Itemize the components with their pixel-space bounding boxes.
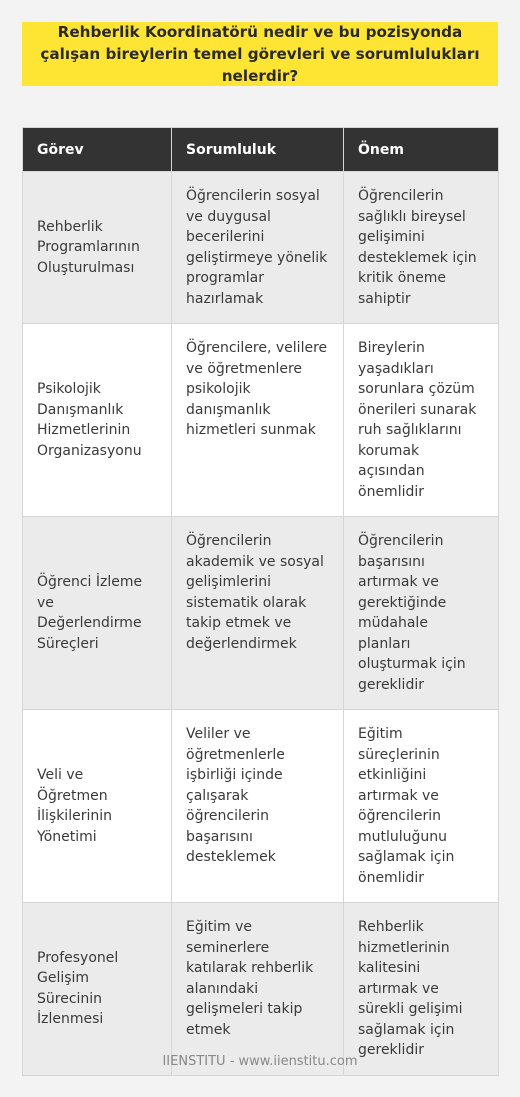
duties-table [22, 127, 499, 1076]
task-cell: Psikolojik Danışmanlık Hizmetlerinin Organizasyonu [23, 324, 172, 517]
importance-cell: Öğrencilerin sağlıklı bireysel gelişimini desteklemek için kritik öneme sahiptir [344, 172, 499, 324]
title-banner [22, 22, 498, 86]
responsibility-cell: Öğrencilerin sosyal ve duygusal becerilerini geliştirmeye yönelik programlar hazırlamak [172, 172, 344, 324]
importance-cell: Eğitim süreçlerinin etkinliğini artırmak ve öğrencilerin mutluluğunu sağlamak için önemlidir [344, 710, 499, 903]
header-onem: Önem [344, 128, 499, 172]
table-row [23, 324, 499, 517]
task-cell: Öğrenci İzleme ve Değerlendirme Süreçleri [23, 517, 172, 710]
importance-cell: Rehberlik hizmetlerinin kalitesini artırmak ve sürekli gelişimi sağlamak için gereklidir [344, 903, 499, 1076]
importance-cell: Öğrencilerin başarısını artırmak ve gerektiğinde müdahale planları oluşturmak için gereklidir [344, 517, 499, 710]
header-gorev: Görev [23, 128, 172, 172]
table-header-row [23, 128, 499, 172]
table-row [23, 710, 499, 903]
responsibility-cell: Veliler ve öğretmenlerle işbirliği içinde çalışarak öğrencilerin başarısını desteklemek [172, 710, 344, 903]
task-cell: Profesyonel Gelişim Sürecinin İzlenmesi [23, 903, 172, 1076]
task-cell: Rehberlik Programlarının Oluşturulması [23, 172, 172, 324]
table-row [23, 903, 499, 1076]
footer-credit: IIENSTITU - www.iienstitu.com [162, 1054, 358, 1069]
header-sorumluluk: Sorumluluk [172, 128, 344, 172]
responsibility-cell: Eğitim ve seminerlere katılarak rehberlik alanındaki gelişmeleri takip etmek [172, 903, 344, 1076]
task-cell: Veli ve Öğretmen İlişkilerinin Yönetimi [23, 710, 172, 903]
page-title: Rehberlik Koordinatörü nedir ve bu pozisyonda çalışan bireylerin temel görevleri ve sorumlulukları nelerdir? [40, 23, 480, 85]
table-row [23, 517, 499, 710]
responsibility-cell: Öğrencilere, velilere ve öğretmenlere psikolojik danışmanlık hizmetleri sunmak [172, 324, 344, 517]
importance-cell: Bireylerin yaşadıkları sorunlara çözüm önerileri sunarak ruh sağlıklarını korumak açısından önemlidir [344, 324, 499, 517]
responsibility-cell: Öğrencilerin akademik ve sosyal gelişimlerini sistematik olarak takip etmek ve değerlendirmek [172, 517, 344, 710]
table-row [23, 172, 499, 324]
